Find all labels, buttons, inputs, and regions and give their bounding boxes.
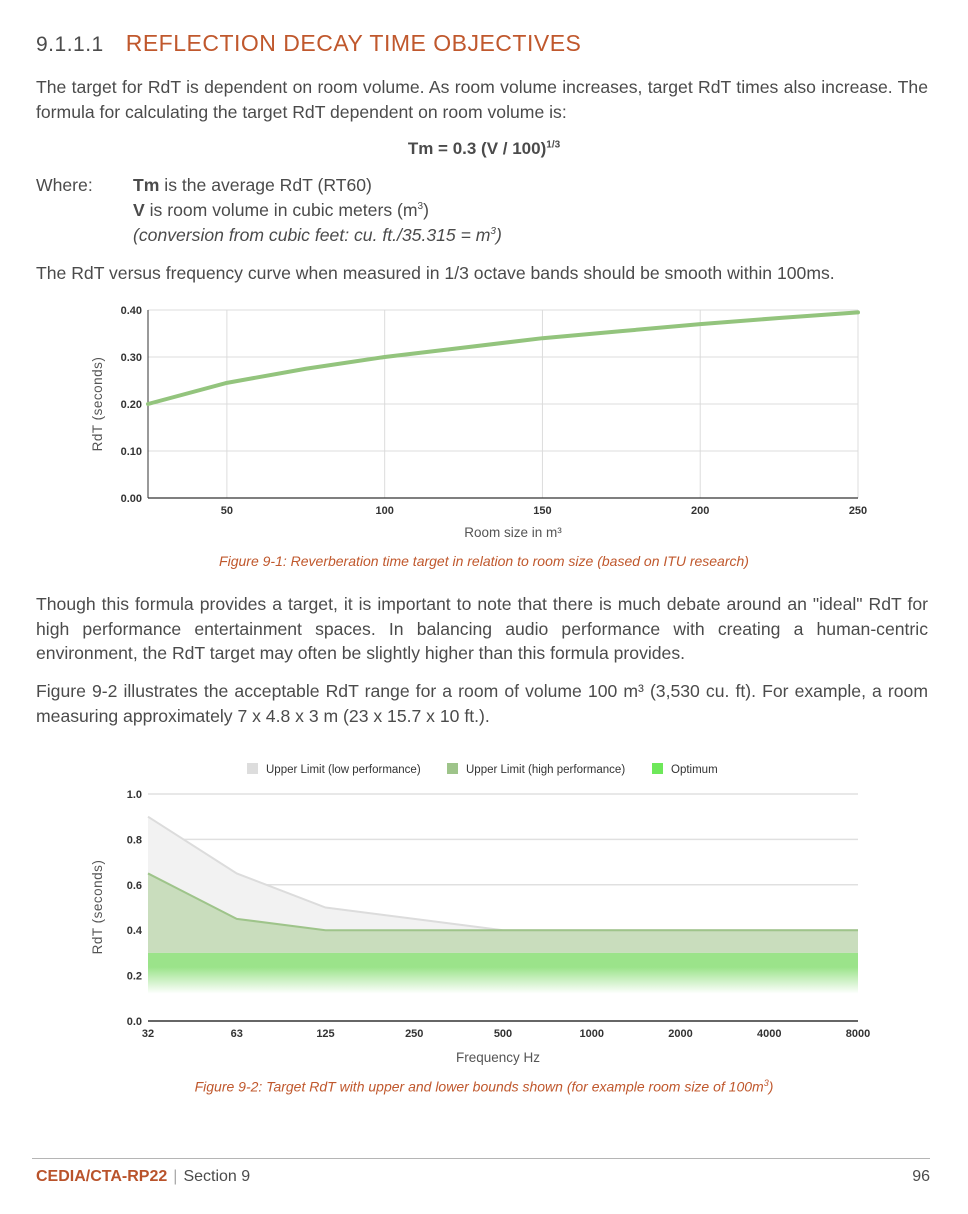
legend-label: Upper Limit (high performance): [466, 764, 626, 776]
area-optimum: [148, 953, 858, 994]
debate-paragraph: Though this formula provides a target, it is important to note that there is much debate around an "ideal" RdT for high performance entertainment spaces. In balancing audio performance with creating a human-centric environment, the RdT target may often be slightly higher than this formula provides.: [36, 594, 928, 663]
y-tick-label: 0.40: [120, 305, 142, 317]
y-tick-label: 0.10: [120, 446, 142, 458]
formula-main: Tm = 0.3 (V / 100): [407, 139, 547, 158]
y-tick-label: 0.00: [120, 493, 142, 505]
x-tick-label: 250: [405, 1028, 424, 1040]
y-tick-label: 0.30: [120, 352, 142, 364]
v-end: ): [423, 200, 429, 220]
figure-9-1-caption: Figure 9-1: Reverberation time target in relation to room size (based on ITU research): [219, 553, 749, 569]
y-tick-label: 0.0: [126, 1016, 142, 1028]
x-tick-label: 8000: [845, 1028, 871, 1040]
legend-swatch: [652, 763, 663, 774]
example-paragraph: Figure 9-2 illustrates the acceptable RdT range for a room of volume 100 m³ (3,530 cu. ft). For example, a room measuring approximately 7 x 4.8 x 3 m (23 x 15.7 x 10 ft.).: [36, 681, 928, 726]
y-axis-title: RdT (seconds): [90, 356, 105, 452]
formula-exponent: 1/3: [546, 139, 561, 151]
y-tick-label: 0.2: [126, 970, 142, 983]
legend-swatch: [247, 763, 258, 774]
where-label: Where:: [36, 175, 93, 195]
y-tick-label: 0.8: [126, 834, 142, 847]
x-tick-label: 32: [141, 1028, 155, 1040]
y-axis-title: RdT (seconds): [90, 859, 105, 955]
y-tick-label: 0.20: [120, 399, 142, 411]
y-tick-label: 0.4: [126, 925, 142, 938]
section-number: 9.1.1.1: [36, 33, 104, 56]
v-desc: is room volume in cubic meters (m: [144, 200, 418, 220]
conversion-end: ): [495, 225, 502, 245]
x-tick-label: 100: [375, 505, 394, 517]
footer-left: [36, 1168, 250, 1186]
footer-separator: |: [173, 1168, 178, 1185]
page-number: 96: [912, 1168, 930, 1185]
x-tick-label: 50: [220, 505, 234, 517]
x-axis-title: Room size in m³: [464, 525, 562, 540]
footer-divider: [32, 1158, 930, 1159]
legend-label: Optimum: [671, 764, 718, 776]
conversion-text: (conversion from cubic feet: cu. ft./35.315 = m: [133, 225, 491, 245]
footer-section: Section 9: [183, 1168, 251, 1185]
legend-swatch: [447, 763, 458, 774]
fig2-caption-end: ): [768, 1078, 774, 1095]
tm-desc: is the average RdT (RT60): [159, 175, 372, 195]
x-tick-label: 125: [316, 1028, 335, 1040]
x-tick-label: 150: [533, 505, 552, 517]
figure-9-2-caption: [0, 1078, 968, 1095]
x-axis-title: Frequency Hz: [455, 1050, 541, 1065]
x-tick-label: 500: [493, 1028, 513, 1040]
fig2-caption-sup: 3: [763, 1078, 769, 1088]
x-tick-label: 250: [848, 505, 868, 517]
y-tick-label: 1.0: [126, 789, 142, 801]
x-tick-label: 2000: [668, 1028, 693, 1040]
y-tick-label: 0.6: [126, 879, 142, 892]
x-tick-label: 63: [230, 1028, 243, 1040]
v-sup: 3: [417, 201, 424, 213]
x-tick-label: 4000: [757, 1028, 782, 1040]
x-tick-label: 1000: [579, 1028, 604, 1040]
tm-term: Tm: [133, 175, 160, 195]
smooth-paragraph: The RdT versus frequency curve when measured in 1/3 octave bands should be smooth within 100ms.: [36, 263, 835, 283]
v-term: V: [133, 200, 145, 220]
footer-brand: CEDIA/CTA-RP22: [36, 1168, 168, 1185]
intro-paragraph: The target for RdT is dependent on room volume. As room volume increases, target RdT times also increase. The formula for calculating the target RdT dependent on room volume is:: [36, 77, 928, 122]
section-title: REFLECTION DECAY TIME OBJECTIVES: [125, 30, 582, 56]
fig2-caption-text: Figure 9-2: Target RdT with upper and lower bounds shown (for example room size of 100m: [194, 1078, 764, 1095]
legend-label: Upper Limit (low performance): [266, 764, 421, 776]
conversion-sup: 3: [490, 226, 496, 238]
x-tick-label: 200: [691, 505, 710, 517]
